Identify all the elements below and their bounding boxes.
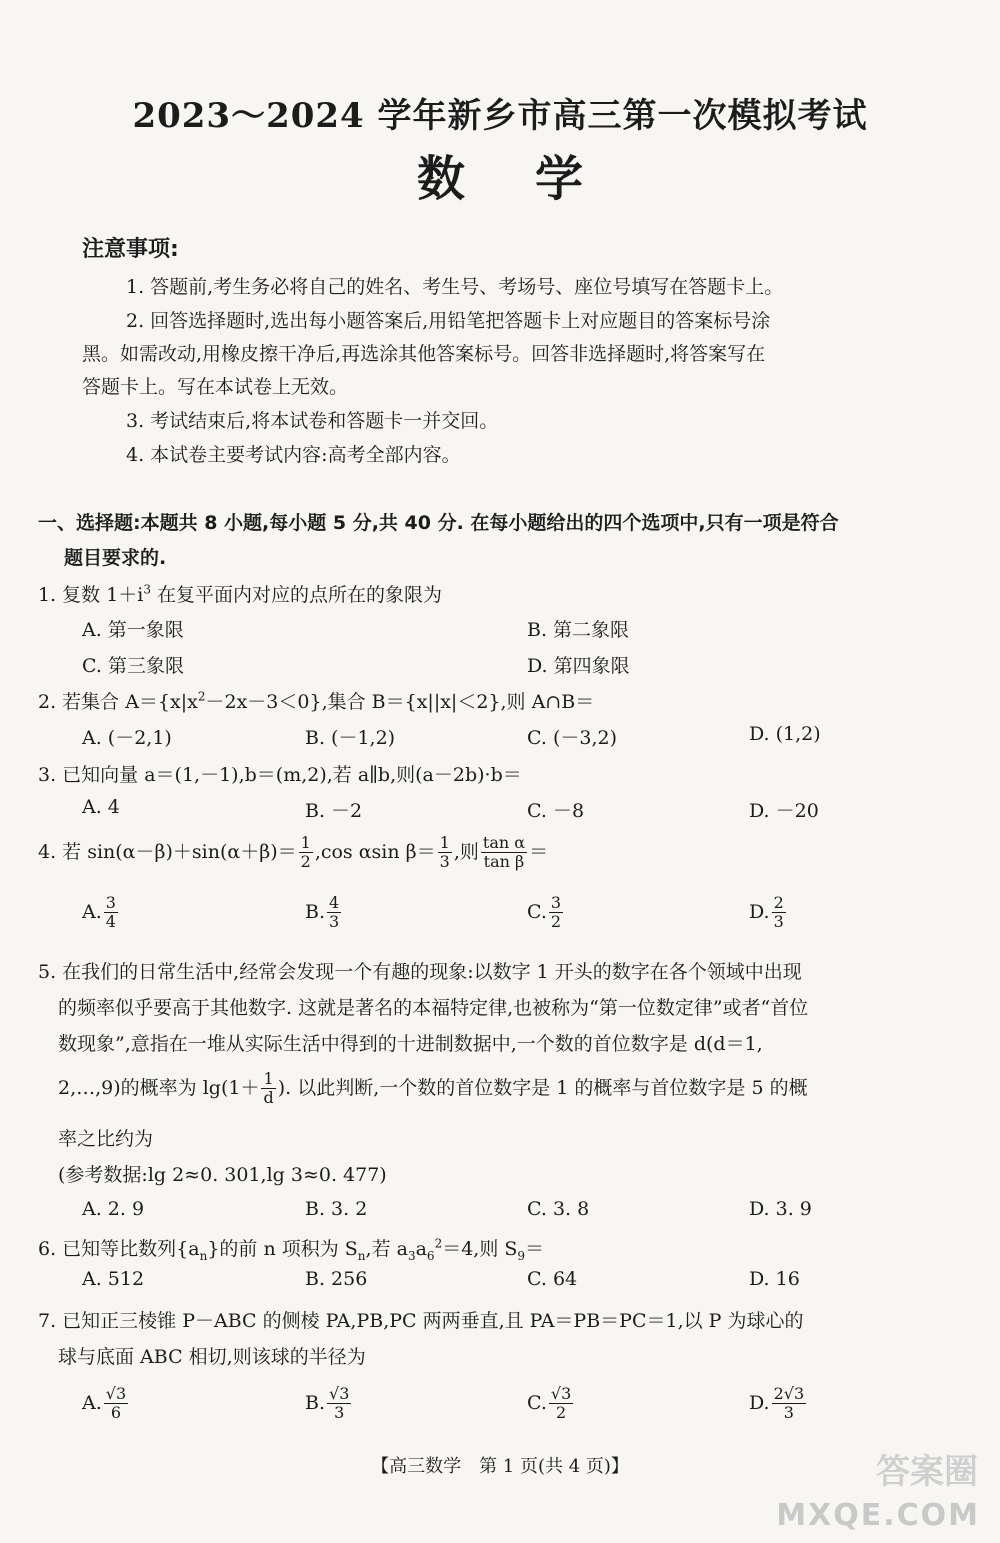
watermark-site: MXQE.COM [776, 1498, 980, 1533]
question-6-stem: 6. 已知等比数列$\{a_n\}$的前 n 项积为 $S_n$,若 $a_3a_6^2=4$,则 $S_9=$ [38, 1236, 545, 1263]
page-footer: 【高三数学 第 1 页(共 4 页)】 [371, 1456, 629, 1477]
notice-line-6: 4. 本试卷主要考试内容:高考全部内容。 [126, 444, 461, 466]
q4-option-d: D. $\frac{2}{3}$ [749, 893, 784, 932]
notice-heading: 注意事项: [82, 237, 179, 262]
notice-line-3: 黑。如需改动,用橡皮擦干净后,再选涂其他答案标号。回答非选择题时,将答案写在 [82, 343, 766, 365]
q2-option-a: A. (－2,1) [82, 727, 172, 749]
fraction: $\frac{1}{d}$ [263, 1069, 274, 1108]
q2-option-d: D. (1,2) [749, 723, 821, 745]
q2-option-c: C. (－3,2) [527, 727, 617, 749]
q4-option-a: A. $\frac{3}{4}$ [82, 893, 116, 932]
fraction: $\frac{1}{2}$ [300, 833, 311, 872]
fraction: $\frac{1}{3}$ [439, 833, 450, 872]
q1-option-c: C. 第三象限 [82, 655, 184, 677]
q7-option-b: B. $\frac{√3}{3}$ [305, 1384, 350, 1423]
q1-option-b: B. 第二象限 [527, 619, 630, 641]
notice-line-5: 3. 考试结束后,将本试卷和答题卡一并交回。 [126, 410, 499, 432]
q5-option-d: D. 3. 9 [749, 1198, 812, 1220]
q2-option-b: B. (－1,2) [305, 727, 396, 749]
q3-option-d: D. －20 [749, 800, 819, 822]
question-5-line-3: 数现象”,意指在一堆从实际生活中得到的十进制数据中,一个数的首位数字是 d(d＝1, [58, 1033, 763, 1055]
q5-option-b: B. 3. 2 [305, 1198, 368, 1220]
subject-title: 数学 [416, 151, 653, 207]
notice-line-1: 1. 答题前,考生务必将自己的姓名、考生号、考场号、座位号填写在答题卡上。 [126, 276, 784, 298]
q7-option-d: D. $\frac{2√3}{3}$ [749, 1384, 805, 1423]
question-3-stem: 3. 已知向量 a＝(1,－1),b＝(m,2),若 a∥b,则(a－2b)·b＝ [38, 764, 522, 786]
q3-option-b: B. －2 [305, 800, 363, 822]
q3-option-a: A. 4 [82, 796, 120, 818]
q6-option-b: B. 256 [305, 1268, 368, 1290]
question-1-stem: 1. 复数 $1+i^3$ 在复平面内对应的点所在的象限为 [38, 582, 443, 606]
q1-option-d: D. 第四象限 [527, 655, 630, 677]
question-5-line-5: 率之比约为 [58, 1128, 154, 1150]
q4-option-c: C. $\frac{3}{2}$ [527, 893, 562, 932]
q7-option-c: C. $\frac{√3}{2}$ [527, 1384, 572, 1423]
question-7-line-2: 球与底面 ABC 相切,则该球的半径为 [58, 1346, 366, 1368]
q5-option-c: C. 3. 8 [527, 1198, 590, 1220]
q1-option-a: A. 第一象限 [82, 619, 184, 641]
q6-option-a: A. 512 [82, 1268, 145, 1290]
fraction: $\frac{\text{tan α}}{\text{tan β}}$ [482, 833, 526, 872]
watermark-logo: 答案圈 [876, 1452, 978, 1492]
notice-line-4: 答题卡上。写在本试卷上无效。 [82, 376, 349, 398]
question-5-line-4: 2,…,9)的概率为 lg(1＋ $\frac{1}{d}$ ). 以此判断,一个数的首位数字是 1 的概率与首位数字是 5 的概 [58, 1069, 808, 1108]
q6-option-c: C. 64 [527, 1268, 578, 1290]
question-5-line-2: 的频率似乎要高于其他数字. 这就是著名的本福特定律,也被称为“第一位数定律”或者“首位 [58, 997, 809, 1019]
question-4-stem: 4. 若 sin(α－β)＋sin(α＋β)＝ $\frac{1}{2}$ ,cos αsin β＝ $\frac{1}{3}$ ,则 $\frac{\text{tan α}}{\text{tan β}}$ ＝ [38, 833, 549, 872]
section-heading: 一、选择题:本题共 8 小题,每小题 5 分,共 40 分. 在每小题给出的四个选项中,只有一项是符合 [38, 512, 839, 534]
q3-option-c: C. －8 [527, 800, 585, 822]
exam-title: 2023～2024 学年新乡市高三第一次模拟考试 [132, 96, 868, 136]
question-5-line-1: 5. 在我们的日常生活中,经常会发现一个有趣的现象:以数字 1 开头的数字在各个领域中出现 [38, 961, 802, 983]
question-5-reference: (参考数据:lg 2≈0. 301,lg 3≈0. 477) [58, 1164, 387, 1186]
q5-option-a: A. 2. 9 [82, 1198, 145, 1220]
q6-option-d: D. 16 [749, 1268, 800, 1290]
section-heading-cont: 题目要求的. [64, 547, 167, 569]
question-7-line-1: 7. 已知正三棱锥 P－ABC 的侧棱 PA,PB,PC 两两垂直,且 PA＝PB＝PC＝1,以 P 为球心的 [38, 1310, 804, 1332]
question-2-stem: 2. 若集合 $A=\{x|x^2-2x-3<0\}$,集合 B＝{x||x|＜2},则 A∩B＝ [38, 689, 595, 713]
notice-line-2: 2. 回答选择题时,选出每小题答案后,用铅笔把答题卡上对应题目的答案标号涂 [126, 310, 771, 332]
q4-option-b: B. $\frac{4}{3}$ [305, 893, 340, 932]
q7-option-a: A. $\frac{√3}{6}$ [82, 1384, 127, 1423]
